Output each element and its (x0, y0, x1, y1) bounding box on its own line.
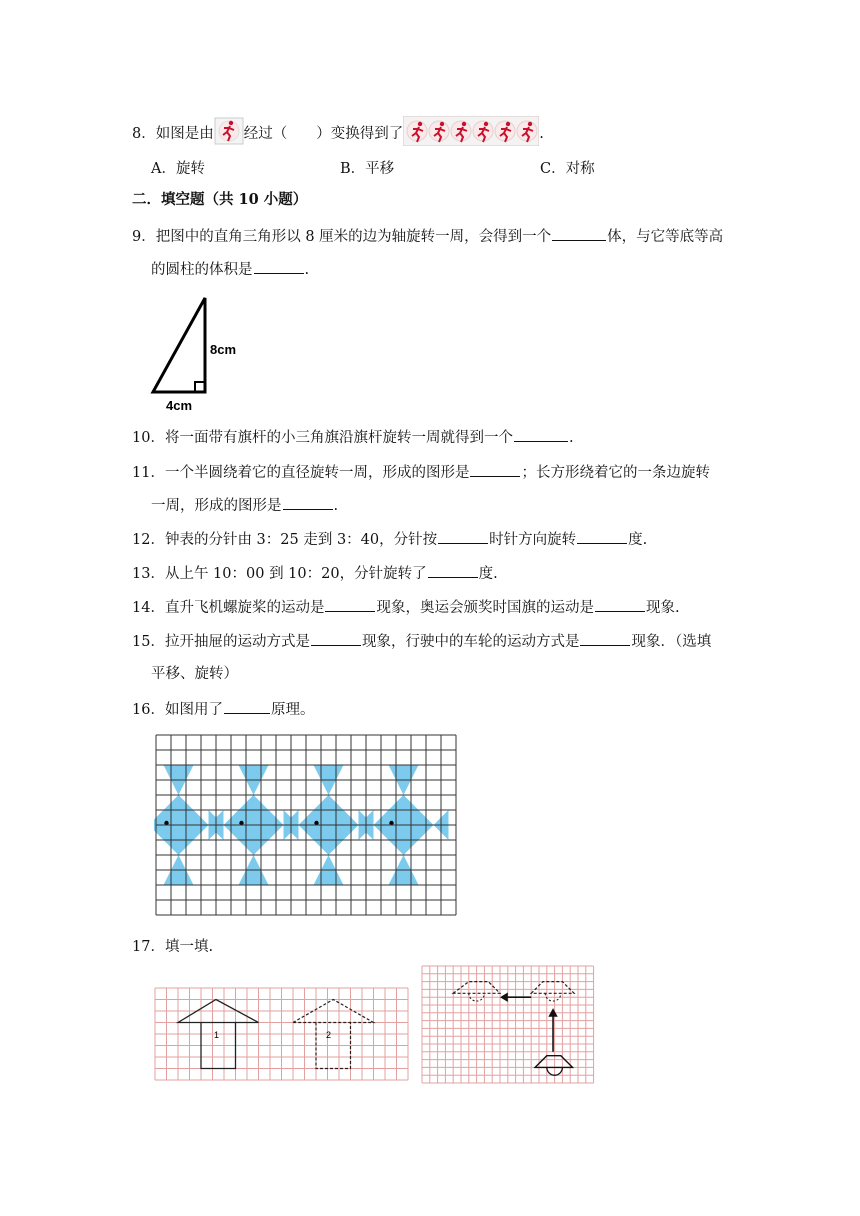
q15-text-2: 现象，行驶中的车轮的运动方式是 (361, 634, 580, 650)
question-14 (132, 597, 680, 618)
q16-text-1: 16．如图用了 (132, 702, 223, 718)
question-8 (132, 116, 544, 152)
question-9-line-1 (132, 226, 723, 247)
triangle-base-label: 4cm (166, 398, 193, 413)
q11-text-2: ；长方形绕着它的一条边旋转 (521, 465, 710, 481)
q15-text-1: 15．拉开抽屉的运动方式是 (132, 634, 310, 650)
tessellation-grid-figure (154, 733, 462, 921)
q10-text-1: 10．将一面带有旗杆的小三角旗沿旗杆旋转一周就得到一个 (132, 430, 513, 446)
q8-option-c[interactable]: C．对称 (540, 161, 595, 177)
question-15-line-1 (132, 631, 711, 652)
q11-text-4: . (333, 498, 339, 514)
q12-text-3: 度. (628, 532, 648, 548)
running-figure-icon (214, 117, 244, 151)
q9-text-3: 的圆柱的体积是 (151, 262, 253, 278)
question-9-line-2 (151, 259, 309, 280)
q9-text-2: 体，与它等底等高 (607, 229, 724, 245)
q15-blank-1[interactable] (311, 631, 361, 646)
lamp-grid-figure (421, 965, 597, 1093)
q12-blank-1[interactable] (438, 529, 488, 544)
section-title: 二．填空题（共 10 小题） (132, 191, 308, 208)
q8-suffix: . (539, 126, 544, 142)
q14-blank-2[interactable] (595, 597, 645, 612)
question-10 (132, 427, 574, 448)
q11-blank-1[interactable] (470, 462, 520, 477)
q8-prefix: 8．如图是由 (132, 126, 214, 142)
q13-text-2: 度. (478, 566, 498, 582)
q13-blank[interactable] (428, 563, 478, 578)
question-17: 17．填一填. (132, 939, 214, 955)
question-11-line-1 (132, 462, 710, 483)
q11-blank-2[interactable] (283, 495, 333, 510)
q12-text-1: 12．钟表的分针由 3：25 走到 3：40，分针按 (132, 532, 438, 548)
q14-text-2: 现象，奥运会颁奖时国旗的运动是 (376, 600, 594, 616)
q9-blank-2[interactable] (254, 259, 304, 274)
triangle-height-label: 8cm (210, 342, 237, 357)
q14-text-1: 14．直升飞机螺旋桨的运动是 (132, 600, 325, 616)
q9-text-1: 9．把图中的直角三角形以 8 厘米的边为轴旋转一周，会得到一个 (132, 229, 552, 245)
q15-blank-2[interactable] (580, 631, 630, 646)
q13-text-1: 13．从上午 10：00 到 10：20，分针旋转了 (132, 566, 427, 582)
house-grid-figure (153, 968, 409, 1090)
question-16 (132, 699, 314, 720)
right-triangle-figure (148, 294, 258, 418)
question-11-line-2 (151, 495, 338, 516)
house-label-2: 2 (326, 1030, 332, 1040)
q8-middle: 经过（ ）变换得到了 (243, 126, 404, 142)
question-13 (132, 563, 498, 584)
q16-text-2: 原理。 (270, 702, 315, 718)
q16-blank[interactable] (224, 699, 270, 714)
q14-blank-1[interactable] (325, 597, 375, 612)
q11-text-3: 一周，形成的图形是 (151, 498, 282, 514)
q9-text-4: . (304, 262, 310, 278)
q11-text-1: 11．一个半圆绕着它的直径旋转一周，形成的图形是 (132, 465, 470, 481)
q10-text-2: . (568, 430, 574, 446)
question-12 (132, 529, 647, 550)
q8-option-b[interactable]: B．平移 (340, 161, 395, 177)
running-figure-row-icon (403, 116, 539, 152)
q12-blank-2[interactable] (577, 529, 627, 544)
lamp-dashed-right (531, 982, 574, 994)
q15-text-3: 现象．（选填 (631, 634, 712, 650)
house-label-1: 1 (214, 1030, 220, 1040)
q14-text-3: 现象. (645, 600, 680, 616)
q9-blank-1[interactable] (552, 226, 606, 241)
lamp-solid (535, 1056, 572, 1068)
q10-blank[interactable] (514, 427, 568, 442)
q8-option-a[interactable]: A．旋转 (151, 161, 205, 177)
question-15-line-2: 平移、旋转） (151, 666, 238, 682)
q12-text-2: 时针方向旋转 (489, 532, 577, 548)
